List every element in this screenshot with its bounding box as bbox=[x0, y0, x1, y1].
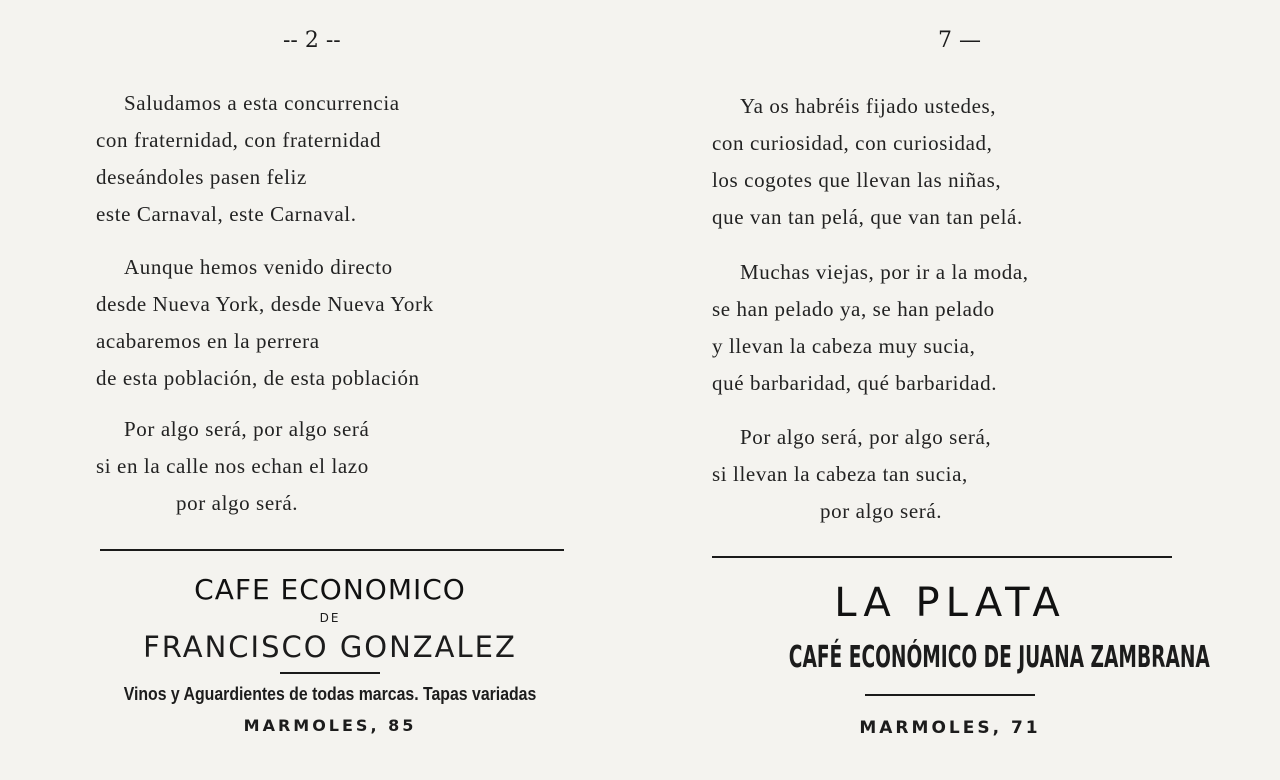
cafe-advertisement bbox=[690, 578, 1210, 742]
verse-line: de esta población, de esta población bbox=[96, 366, 420, 390]
divider-rule bbox=[712, 556, 1172, 558]
cafe-advertisement bbox=[90, 570, 570, 740]
ad-address: MARMOLES, 85 bbox=[243, 716, 417, 735]
stanza-2 bbox=[96, 249, 434, 397]
right-page bbox=[640, 0, 1280, 780]
short-divider bbox=[280, 672, 380, 674]
verse-line: Muchas viejas, por ir a la moda, bbox=[740, 260, 1029, 284]
short-divider bbox=[865, 694, 1035, 696]
verse-line: los cogotes que llevan las niñas, bbox=[712, 168, 1002, 192]
verse-line: desde Nueva York, desde Nueva York bbox=[96, 292, 434, 316]
ad-connector: DE bbox=[319, 611, 341, 625]
verse-line: si llevan la cabeza tan sucia, bbox=[712, 462, 968, 486]
verse-line: Por algo será, por algo será bbox=[124, 417, 370, 441]
verse-line: se han pelado ya, se han pelado bbox=[712, 297, 995, 321]
verse-line: si en la calle nos echan el lazo bbox=[96, 454, 369, 478]
verse-line: este Carnaval, este Carnaval. bbox=[96, 202, 357, 226]
verse-line: Ya os habréis fijado ustedes, bbox=[740, 94, 997, 118]
verse-line: Saludamos a esta concurrencia bbox=[124, 91, 400, 115]
verse-line: Por algo será, por algo será, bbox=[740, 425, 992, 449]
stanza-2 bbox=[712, 254, 1029, 402]
ad-address: MARMOLES, 71 bbox=[859, 718, 1041, 738]
verse-line: por algo será. bbox=[176, 491, 299, 515]
stanza-1 bbox=[712, 88, 1023, 236]
ad-owner-name: FRANCISCO GONZALEZ bbox=[143, 630, 517, 664]
ad-title: CAFE ECONOMICO bbox=[194, 573, 466, 606]
verse-line: qué barbaridad, qué barbaridad. bbox=[712, 371, 998, 395]
verse-line: por algo será. bbox=[820, 499, 943, 523]
verse-line: acabaremos en la perrera bbox=[96, 329, 320, 353]
verse-line: Aunque hemos venido directo bbox=[124, 255, 393, 279]
verse-line: deseándoles pasen feliz bbox=[96, 165, 307, 189]
verse-line: que van tan pelá, que van tan pelá. bbox=[712, 205, 1023, 229]
ad-title: LA PLATA bbox=[834, 580, 1066, 626]
ad-tagline: Vinos y Aguardientes de todas marcas. Tapas variadas bbox=[123, 684, 537, 704]
verse-line: con curiosidad, con curiosidad, bbox=[712, 131, 993, 155]
verse-line: con fraternidad, con fraternidad bbox=[96, 128, 382, 152]
ad-subtitle: CAFÉ ECONÓMICO DE JUANA ZAMBRANA bbox=[788, 640, 1210, 675]
verse-line: y llevan la cabeza muy sucia, bbox=[712, 334, 976, 358]
divider-rule bbox=[100, 549, 564, 551]
page-number: 7 — bbox=[938, 28, 981, 53]
stanza-3 bbox=[712, 419, 991, 530]
page-number: -- 2 -- bbox=[283, 28, 341, 53]
stanza-3 bbox=[96, 411, 369, 522]
stanza-1 bbox=[96, 85, 400, 233]
